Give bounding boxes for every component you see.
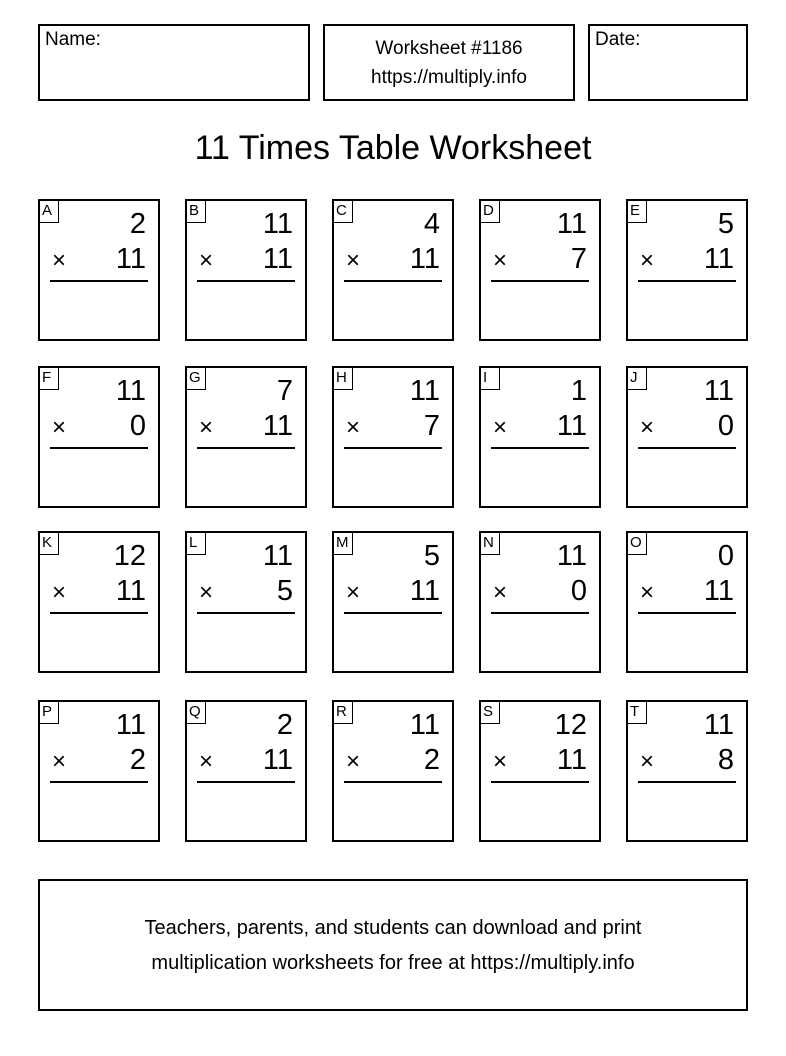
page-title: 11 Times Table Worksheet: [194, 129, 592, 167]
times-sign: ×: [640, 748, 655, 775]
multiplicand: 2: [276, 709, 293, 741]
multiplicand: 5: [717, 208, 734, 240]
times-sign: ×: [52, 414, 67, 441]
multiplicand: 11: [115, 375, 146, 407]
times-sign: ×: [346, 748, 361, 775]
times-sign: ×: [199, 414, 214, 441]
footer-line-1: Teachers, parents, and students can download and print: [144, 917, 642, 939]
problem-letter: O: [628, 533, 647, 555]
times-sign: ×: [52, 579, 67, 606]
multiplier: 0: [717, 410, 734, 442]
problem-letter: D: [481, 201, 500, 223]
site-url: https://multiply.info: [371, 67, 527, 88]
multiplier: 11: [115, 243, 146, 275]
answer-line: [50, 280, 148, 282]
answer-line: [344, 280, 442, 282]
multiplicand: 11: [556, 540, 587, 572]
answer-line: [638, 280, 736, 282]
problem-card-k: [38, 531, 160, 673]
answer-line: [197, 612, 295, 614]
name-label: Name:: [45, 29, 101, 50]
problem-letter: E: [628, 201, 647, 223]
worksheet-number: Worksheet #1186: [375, 38, 523, 59]
times-sign: ×: [640, 579, 655, 606]
answer-line: [50, 781, 148, 783]
multiplier: 11: [703, 575, 734, 607]
multiplicand: 1: [570, 375, 587, 407]
multiplier: 11: [409, 575, 440, 607]
answer-line: [344, 781, 442, 783]
answer-line: [638, 612, 736, 614]
multiplier: 11: [409, 243, 440, 275]
multiplicand: 12: [554, 709, 587, 741]
times-sign: ×: [640, 414, 655, 441]
multiplier: 7: [423, 410, 440, 442]
multiplier: 8: [717, 744, 734, 776]
problem-letter: J: [628, 368, 647, 390]
problem-card-o: [626, 531, 748, 673]
multiplier: 11: [262, 744, 293, 776]
multiplier: 2: [423, 744, 440, 776]
problem-card-a: [38, 199, 160, 341]
multiplier: 7: [570, 243, 587, 275]
problem-card-d: [479, 199, 601, 341]
problem-letter: A: [40, 201, 59, 223]
times-sign: ×: [199, 748, 214, 775]
multiplier: 11: [262, 243, 293, 275]
problem-letter: G: [187, 368, 206, 390]
problem-letter: Q: [187, 702, 206, 724]
multiplicand: 11: [556, 208, 587, 240]
multiplicand: 11: [409, 709, 440, 741]
times-sign: ×: [640, 247, 655, 274]
problem-letter: L: [187, 533, 206, 555]
worksheet-info-box: [323, 24, 575, 101]
problem-letter: I: [481, 368, 500, 390]
answer-line: [344, 447, 442, 449]
multiplicand: 11: [703, 709, 734, 741]
multiplier: 0: [129, 410, 146, 442]
problem-letter: M: [334, 533, 353, 555]
answer-line: [197, 280, 295, 282]
answer-line: [197, 781, 295, 783]
multiplicand: 11: [262, 208, 293, 240]
multiplier: 2: [129, 744, 146, 776]
problem-card-s: [479, 700, 601, 842]
multiplier: 11: [703, 243, 734, 275]
answer-line: [491, 447, 589, 449]
multiplier: 5: [276, 575, 293, 607]
times-sign: ×: [493, 579, 508, 606]
multiplier: 0: [570, 575, 587, 607]
problem-card-m: [332, 531, 454, 673]
problem-letter: P: [40, 702, 59, 724]
answer-line: [344, 612, 442, 614]
problem-card-n: [479, 531, 601, 673]
multiplicand: 4: [423, 208, 440, 240]
answer-line: [491, 280, 589, 282]
problem-letter: H: [334, 368, 353, 390]
times-sign: ×: [346, 414, 361, 441]
problem-card-f: [38, 366, 160, 508]
problem-letter: B: [187, 201, 206, 223]
answer-line: [491, 612, 589, 614]
times-sign: ×: [346, 247, 361, 274]
multiplicand: 7: [276, 375, 293, 407]
footer-box: [38, 879, 748, 1011]
answer-line: [638, 447, 736, 449]
problem-card-t: [626, 700, 748, 842]
multiplicand: 2: [129, 208, 146, 240]
footer-line-2: multiplication worksheets for free at https://multiply.info: [151, 952, 635, 974]
multiplicand: 12: [113, 540, 146, 572]
times-sign: ×: [493, 414, 508, 441]
answer-line: [491, 781, 589, 783]
times-sign: ×: [199, 579, 214, 606]
multiplier: 11: [262, 410, 293, 442]
date-box: [588, 24, 748, 101]
problem-card-c: [332, 199, 454, 341]
problem-letter: S: [481, 702, 500, 724]
times-sign: ×: [52, 247, 67, 274]
multiplier: 11: [556, 744, 587, 776]
footer-text: [40, 911, 746, 981]
multiplicand: 11: [115, 709, 146, 741]
multiplicand: 5: [423, 540, 440, 572]
problem-card-b: [185, 199, 307, 341]
problem-card-q: [185, 700, 307, 842]
answer-line: [197, 447, 295, 449]
problem-card-p: [38, 700, 160, 842]
problem-letter: R: [334, 702, 353, 724]
problem-letter: C: [334, 201, 353, 223]
multiplicand: 11: [409, 375, 440, 407]
problem-letter: F: [40, 368, 59, 390]
problem-card-e: [626, 199, 748, 341]
problem-card-r: [332, 700, 454, 842]
problem-card-l: [185, 531, 307, 673]
times-sign: ×: [493, 748, 508, 775]
problem-letter: K: [40, 533, 59, 555]
multiplier: 11: [115, 575, 146, 607]
multiplier: 11: [556, 410, 587, 442]
answer-line: [638, 781, 736, 783]
times-sign: ×: [199, 247, 214, 274]
times-sign: ×: [52, 748, 67, 775]
multiplicand: 11: [262, 540, 293, 572]
problem-card-j: [626, 366, 748, 508]
multiplicand: 0: [717, 540, 734, 572]
multiplicand: 11: [703, 375, 734, 407]
date-label: Date:: [595, 29, 641, 50]
problem-card-g: [185, 366, 307, 508]
answer-line: [50, 447, 148, 449]
problem-card-i: [479, 366, 601, 508]
times-sign: ×: [346, 579, 361, 606]
problem-letter: N: [481, 533, 500, 555]
answer-line: [50, 612, 148, 614]
times-sign: ×: [493, 247, 508, 274]
name-box: [38, 24, 310, 101]
problem-letter: T: [628, 702, 647, 724]
problem-card-h: [332, 366, 454, 508]
